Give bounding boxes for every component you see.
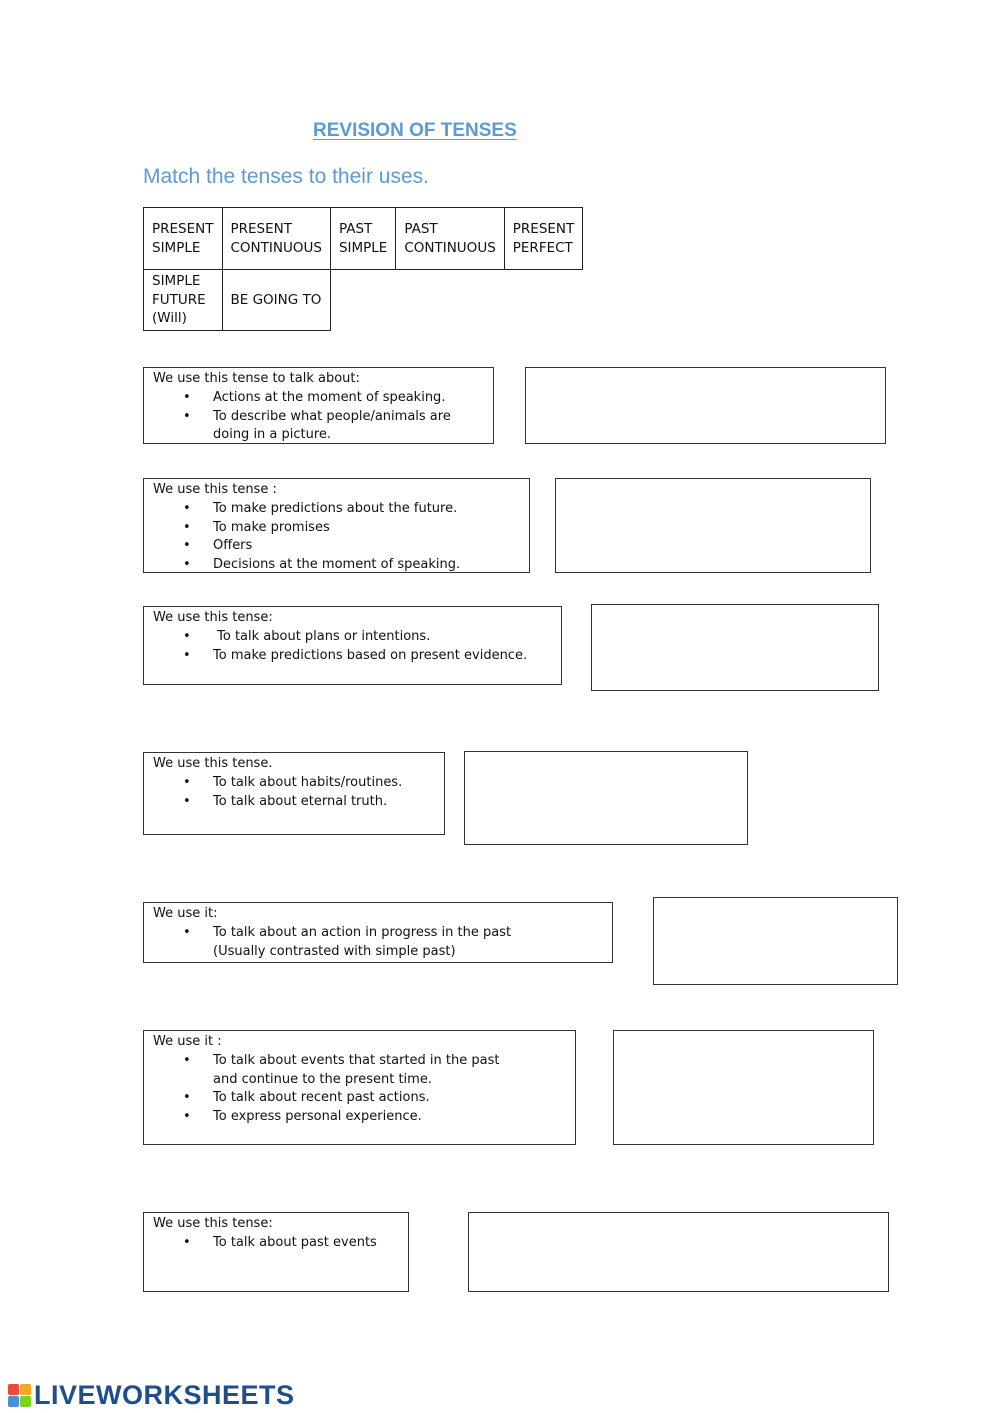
tense-simple-future[interactable]: SIMPLE FUTURE (Will)	[144, 270, 223, 331]
table-spacer	[330, 270, 582, 331]
tense-present-perfect[interactable]: PRESENT PERFECT	[504, 208, 583, 270]
use-box-4	[143, 752, 445, 835]
use-box-5	[143, 902, 613, 963]
liveworksheets-logo	[8, 1380, 295, 1411]
use-bullet: • To make predictions about the future.	[213, 500, 520, 519]
use-intro: We use this tense:	[153, 610, 273, 625]
use-box-1	[143, 367, 494, 444]
use-bullet: • Offers	[213, 537, 520, 556]
use-bullets	[153, 774, 435, 812]
tense-options-table	[143, 207, 583, 331]
tense-be-going-to[interactable]: BE GOING TO	[222, 270, 330, 331]
logo-square-3	[8, 1396, 19, 1407]
use-box-6	[143, 1030, 576, 1145]
answer-box-7[interactable]	[468, 1212, 889, 1292]
answer-box-1[interactable]	[525, 367, 886, 444]
use-box-7	[143, 1212, 409, 1292]
use-intro: We use this tense.	[153, 756, 273, 771]
tense-present-simple[interactable]: PRESENT SIMPLE	[144, 208, 223, 270]
use-bullet: • To describe what people/animals are doing in a picture.	[213, 408, 484, 446]
use-bullets	[153, 924, 603, 962]
use-bullets	[153, 389, 484, 445]
logo-square-2	[20, 1384, 31, 1395]
use-bullet: • To make promises	[213, 519, 520, 538]
answer-box-5[interactable]	[653, 897, 898, 985]
use-bullet: • To talk about plans or intentions.	[213, 628, 552, 647]
use-bullets	[153, 1052, 566, 1127]
tense-past-continuous[interactable]: PAST CONTINUOUS	[396, 208, 504, 270]
answer-box-3[interactable]	[591, 604, 879, 691]
tense-past-simple[interactable]: PAST SIMPLE	[330, 208, 395, 270]
tense-present-continuous[interactable]: PRESENT CONTINUOUS	[222, 208, 330, 270]
use-intro: We use it :	[153, 1034, 222, 1049]
use-bullet: • To talk about eternal truth.	[213, 793, 435, 812]
use-bullet: • To talk about recent past actions.	[213, 1089, 526, 1108]
logo-square-4	[20, 1396, 31, 1407]
use-bullet: • To talk about past events	[213, 1234, 399, 1253]
use-intro: We use it:	[153, 906, 218, 921]
use-bullets	[153, 1234, 399, 1253]
use-intro: We use this tense :	[153, 482, 277, 497]
use-bullets	[153, 500, 520, 575]
answer-box-2[interactable]	[555, 478, 871, 573]
logo-square-1	[8, 1384, 19, 1395]
use-bullet: • To talk about an action in progress in the past (Usually contrasted with simple past)	[213, 924, 563, 962]
use-bullet: • To talk about events that started in the past and continue to the present time.	[213, 1052, 526, 1090]
use-bullet: • To make predictions based on present evidence.	[213, 647, 552, 666]
use-box-3	[143, 606, 562, 685]
use-intro: We use this tense:	[153, 1216, 273, 1231]
logo-icon	[8, 1384, 31, 1407]
page-title: REVISION OF TENSES	[313, 120, 517, 141]
use-intro: We use this tense to talk about:	[153, 371, 360, 386]
logo-text: LIVEWORKSHEETS	[34, 1380, 295, 1410]
use-bullet: • Decisions at the moment of speaking.	[213, 556, 520, 575]
use-bullet: • To talk about habits/routines.	[213, 774, 435, 793]
instruction: Match the tenses to their uses.	[143, 165, 429, 188]
use-bullets	[153, 628, 552, 666]
use-box-2	[143, 478, 530, 573]
answer-box-4[interactable]	[464, 751, 748, 845]
use-bullet: • Actions at the moment of speaking.	[213, 389, 484, 408]
use-bullet: • To express personal experience.	[213, 1108, 526, 1127]
answer-box-6[interactable]	[613, 1030, 874, 1145]
